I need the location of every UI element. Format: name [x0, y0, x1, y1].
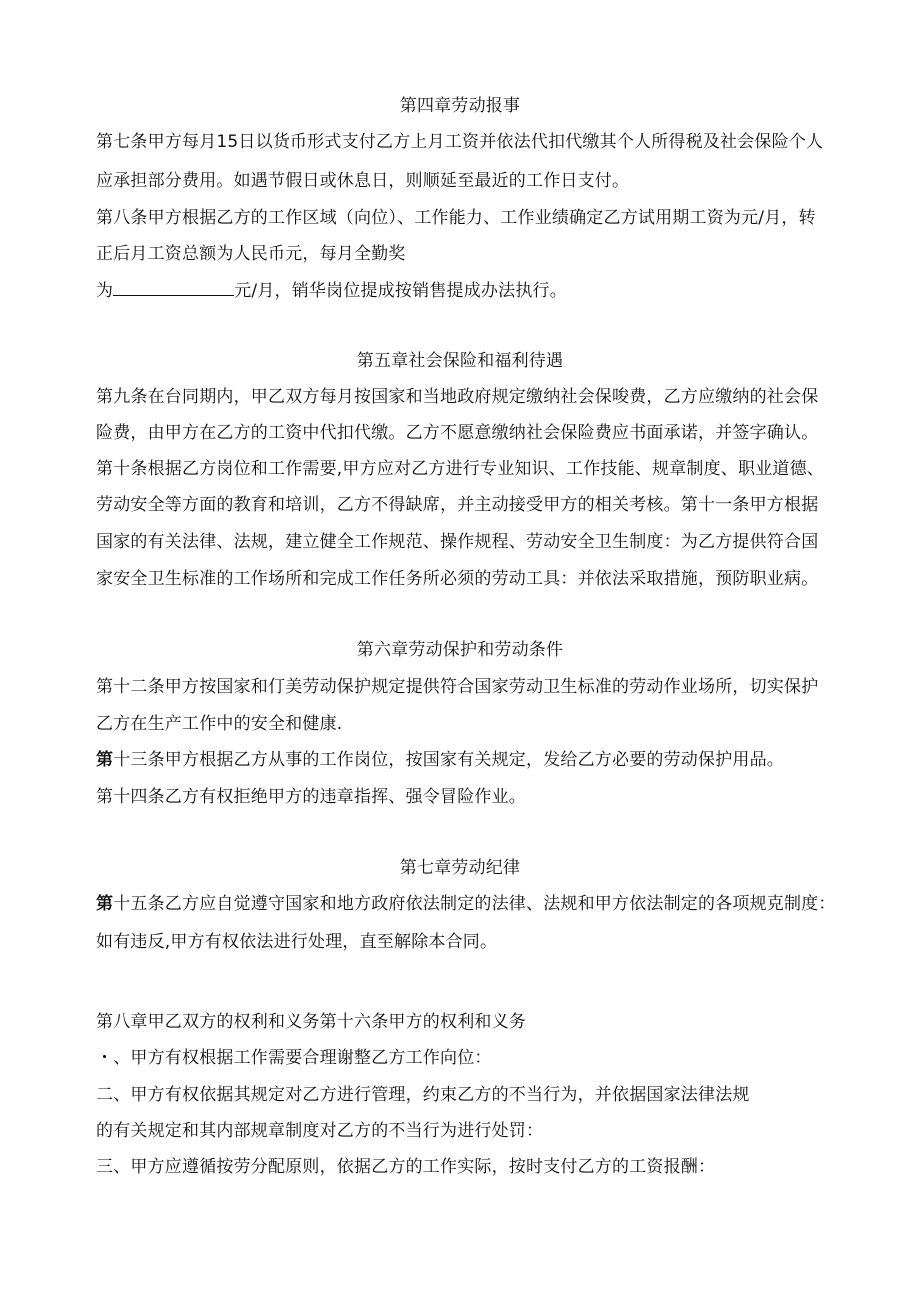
- ch5-line-6: 家安全卫生标准的工作场所和完成工作任务所必须的劳动工具：并依法采取措施，预防职业病。: [96, 569, 819, 589]
- ch8-line-5: 三、甲方应遵循按劳分配原则，依据乙方的工作实际，按时支付乙方的工资报酬：: [96, 1157, 716, 1177]
- ch7-line-1-bold: 第: [96, 894, 114, 914]
- chapter-6-title: 第六章劳动保护和劳动条件: [356, 640, 564, 660]
- ch5-line-2: 险费，由甲方在乙方的工资中代扣代缴。乙方不愿意缴纳社会保险费应书面承诺，并签字确认。: [96, 423, 819, 443]
- ch4-line-2: 应承担部分费用。如遇节假日或休息日，则顺延至最近的工作日支付。: [96, 171, 630, 191]
- chapter-5-title: 第五章社会保险和福利待遇: [356, 351, 564, 371]
- ch6-line-3: [96, 749, 784, 771]
- ch7-line-1-rest: 十五条乙方应自觉遵守国家和地方政府依法制定的法律、法规和甲方依法制定的各项规克制度：: [113, 894, 836, 914]
- ch5-line-5: 国家的有关法律、法规，建立健全工作规范、操作规程、劳动安全卫生制度：为乙方提供符合国: [96, 532, 819, 552]
- ch4-line-1: 第七条甲方每月15日以货币形式支付乙方上月工资并依法代扣代缴其个人所得税及社会保险个人: [96, 132, 824, 152]
- ch8-line-1: 第八章甲乙双方的权利和义务第十六条甲方的权利和义务: [96, 1012, 526, 1032]
- fill-in-blank: [113, 279, 234, 296]
- ch6-line-2: 乙方在生产工作中的安全和健康.: [96, 714, 343, 734]
- ch6-line-3-bold: 第: [96, 750, 114, 770]
- ch8-line-2: ・、甲方有权根据工作需要合理谢整乙方工作向位：: [96, 1048, 492, 1068]
- ch4-line-5-prefix: 为: [96, 281, 114, 301]
- ch5-line-4: 劳动安全等方面的教育和培训，乙方不得缺席，并主动接受甲方的相关考核。第十一条甲方根据: [96, 495, 819, 515]
- ch4-line-5-suffix: 元/月，销华岗位提成按销售提成办法执行。: [234, 281, 567, 301]
- ch5-line-3: 第十条根据乙方岗位和工作需要,甲方应对乙方进行专业知识、工作技能、规章制度、职业道德、: [96, 459, 825, 479]
- ch7-line-1: [96, 893, 836, 915]
- chapter-7-title: 第七章劳动纪律: [399, 858, 521, 878]
- ch4-line-5: [96, 279, 567, 302]
- ch5-line-1: 第九条在台同期内，甲乙双方每月按国家和当地政府规定缴纳社会保唆费，乙方应缴纳的社会保: [96, 387, 819, 407]
- ch4-line-4: 正后月工资总额为人民币元，每月全勤奖: [96, 244, 406, 264]
- ch8-line-3: 二、甲方有权依据其规定对乙方进行管理，约束乙方的不当行为，并依据国家法律法规: [96, 1085, 750, 1105]
- ch7-line-2: 如有违反,甲方有权依法进行处理，直至解除本合同。: [96, 932, 498, 952]
- ch4-line-3: 第八条甲方根据乙方的工作区域（向位）、工作能力、工作业绩确定乙方试用期工资为元/月，转: [96, 208, 816, 228]
- chapter-4-title: 第四章劳动报事: [399, 96, 521, 116]
- ch6-line-3-rest: 十三条甲方根据乙方从事的工作岗位，按国家有关规定，发给乙方必要的劳动保护用品。: [113, 750, 785, 770]
- ch6-line-4: 第十四条乙方有权拒绝甲方的违章指挥、强令冒险作业。: [96, 787, 526, 807]
- ch8-line-4: 的有关规定和其内部规章制度对乙方的不当行为进行处罚：: [96, 1121, 544, 1141]
- ch6-line-1: 第十二条甲方按国家和仃美劳动保护规定提供符合国家劳动卫生标准的劳动作业场所，切实保护: [96, 677, 819, 697]
